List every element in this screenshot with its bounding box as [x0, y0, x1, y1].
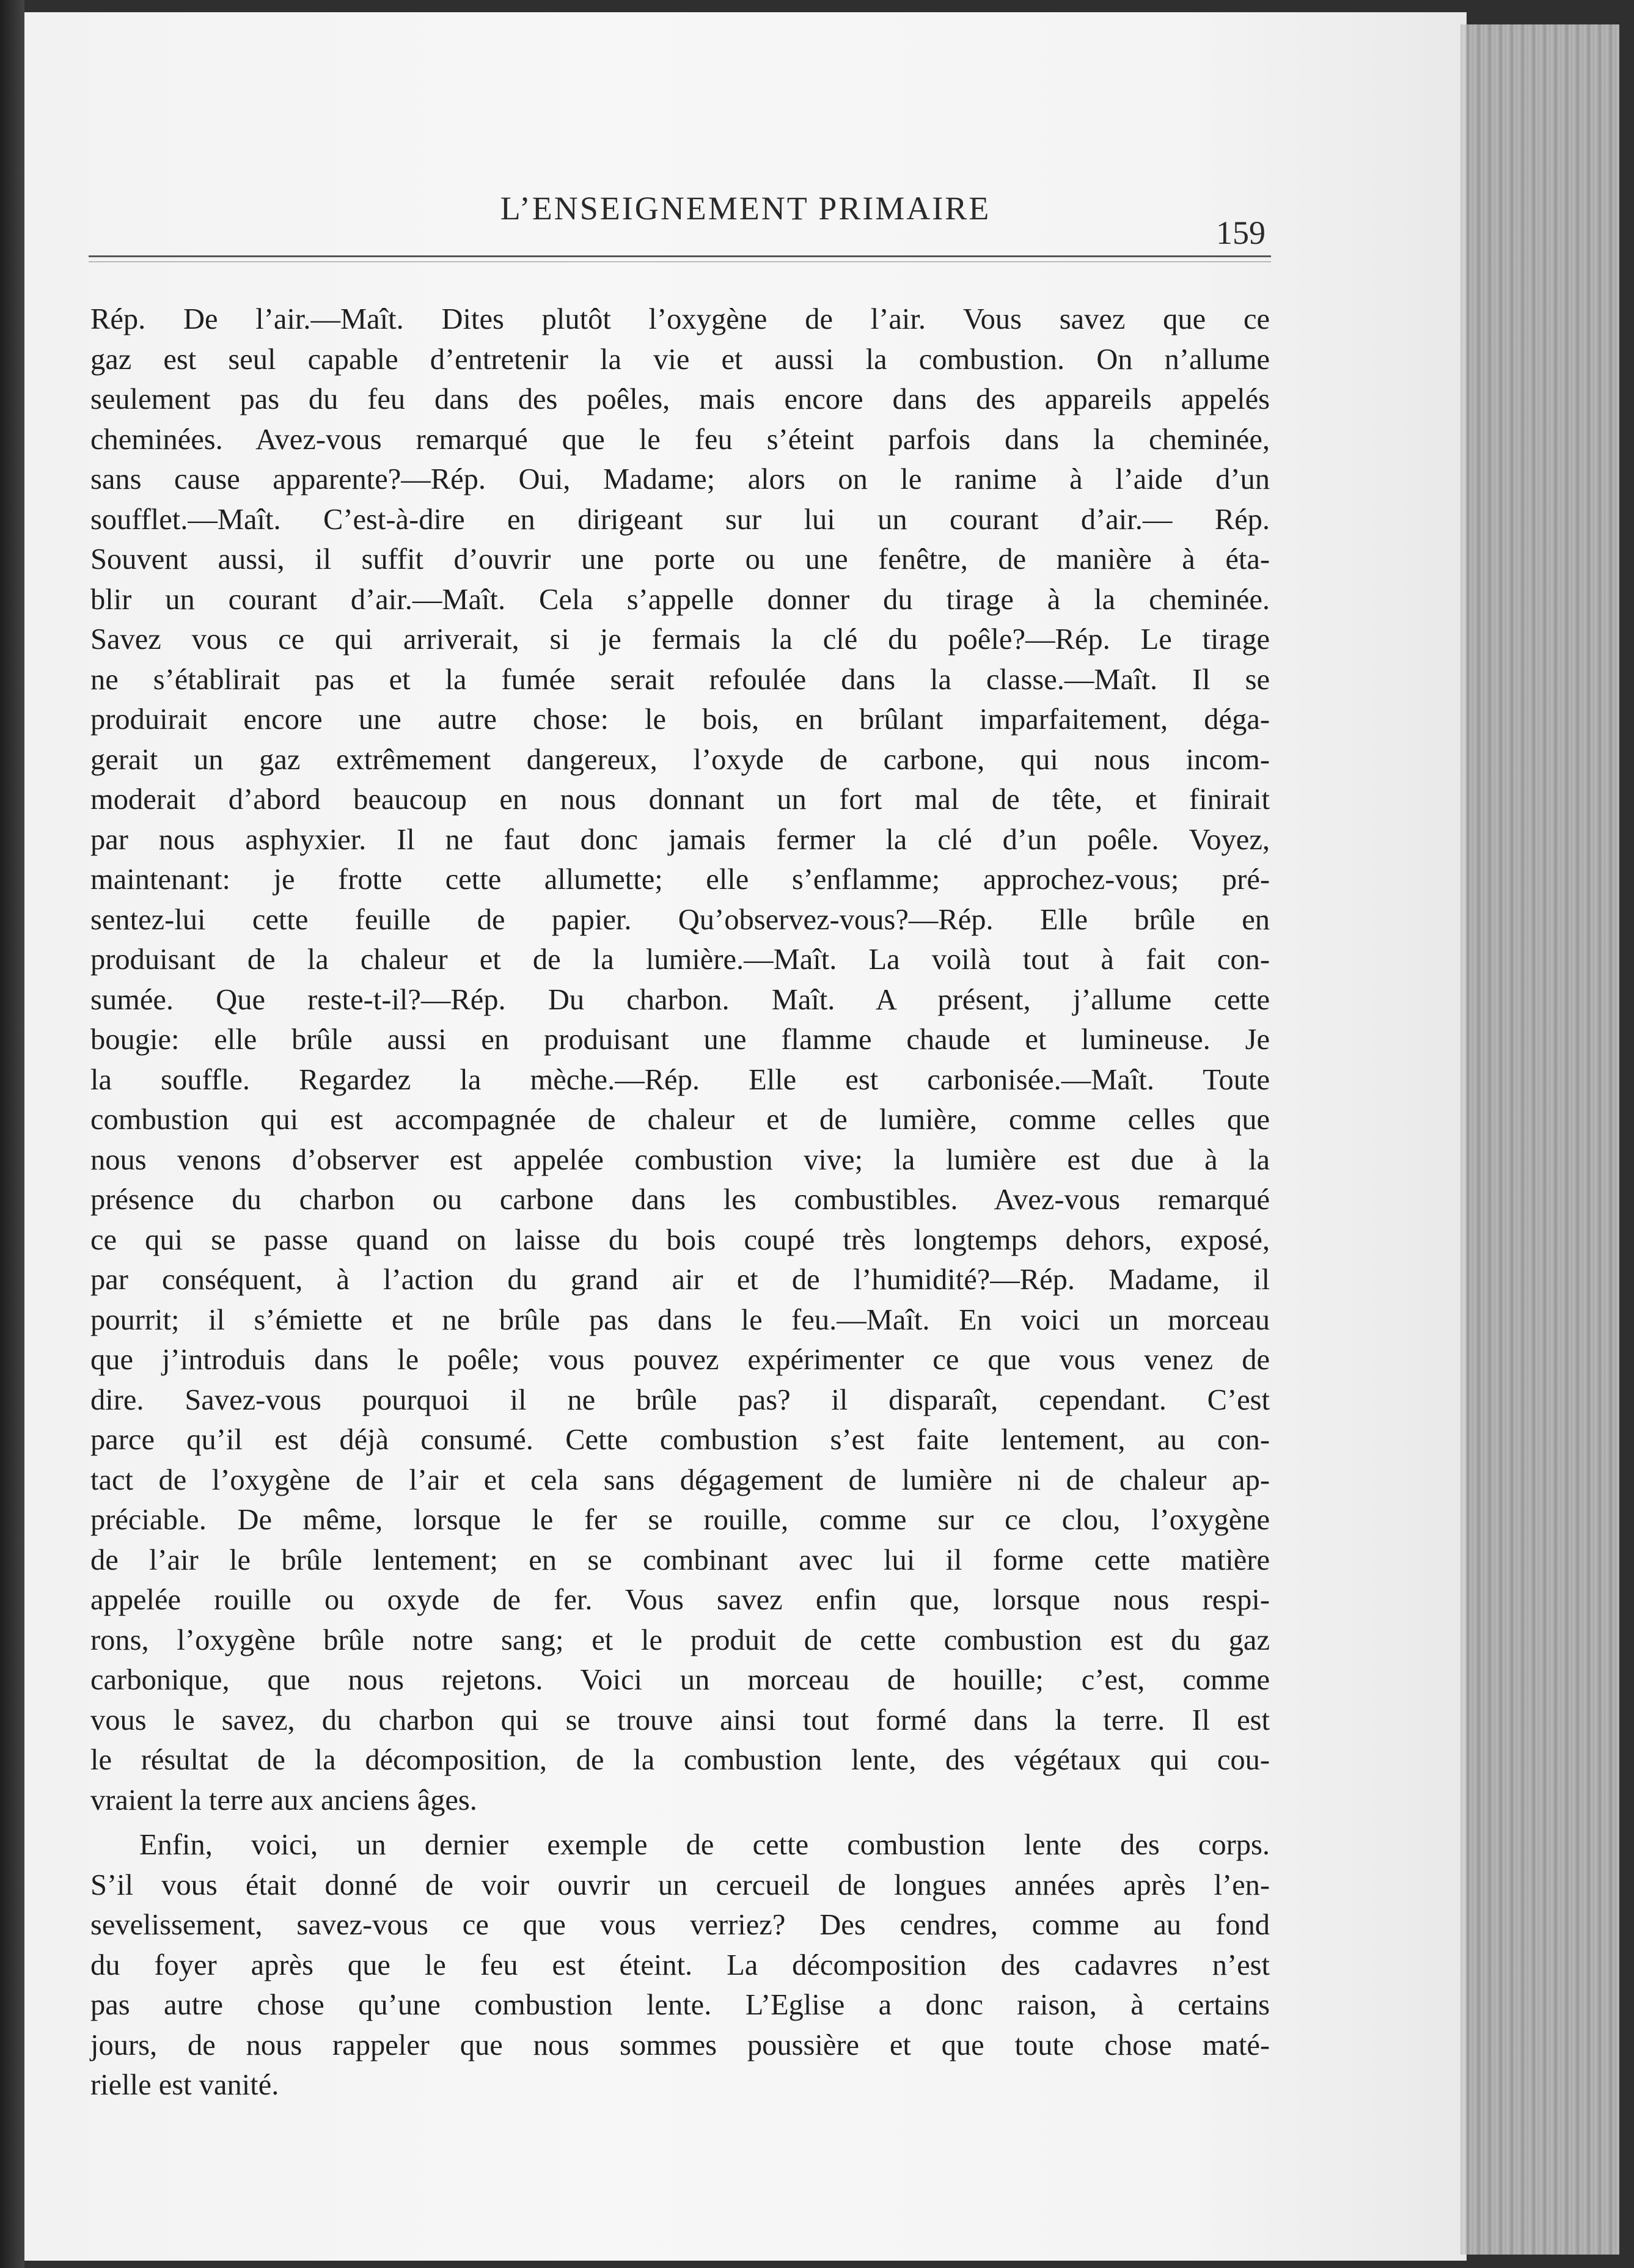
page-number: 159 [1216, 214, 1266, 251]
text-line: ce qui se passe quand on laisse du bois coupé très longtemps dehors, exposé, [90, 1223, 1270, 1256]
text-line: le résultat de la décomposition, de la combustion lente, des végétaux qui cou- [90, 1744, 1270, 1776]
text-line: pas autre chose qu’une combustion lente. L’Eglise a donc raison, à certains [90, 1989, 1270, 2021]
page-body-text [90, 299, 1270, 2105]
text-line: rielle est vanité. [90, 2069, 279, 2101]
text-line: pourrit; il s’émiette et ne brûle pas dans le feu.—Maît. En voici un morceau [90, 1303, 1270, 1336]
text-line: produirait encore une autre chose: le bois, en brûlant imparfaitement, déga- [90, 703, 1270, 736]
text-line: de l’air le brûle lentement; en se combinant avec lui il forme cette matière [90, 1543, 1270, 1576]
text-line: préciable. De même, lorsque le fer se rouille, comme sur ce clou, l’oxygène [90, 1504, 1270, 1536]
text-line: nous venons d’observer est appelée combustion vive; la lumière est due à la [90, 1143, 1270, 1176]
text-line: bougie: elle brûle aussi en produisant une flamme chaude et lumineuse. Je [90, 1023, 1270, 1056]
page-stack-edge [1460, 24, 1619, 2255]
text-line: tact de l’oxygène de l’air et cela sans dégagement de lumière ni de chaleur ap- [90, 1463, 1270, 1496]
text-line: gaz est seul capable d’entretenir la vie et aussi la combustion. On n’allume [90, 343, 1270, 376]
text-line: Savez vous ce qui arriverait, si je fermais la clé du poêle?—Rép. Le tirage [90, 623, 1270, 656]
text-line: dire. Savez-vous pourquoi il ne brûle pas? il disparaît, cependant. C’est [90, 1383, 1270, 1416]
text-line: vous le savez, du charbon qui se trouve ainsi tout formé dans la terre. Il est [90, 1703, 1270, 1736]
text-line: vraient la terre aux anciens âges. [90, 1783, 477, 1816]
text-line: S’il vous était donné de voir ouvrir un cercueil de longues années après l’en- [90, 1868, 1270, 1901]
text-line: parce qu’il est déjà consumé. Cette combustion s’est faite lentement, au con- [90, 1424, 1270, 1456]
text-line: carbonique, que nous rejetons. Voici un morceau de houille; c’est, comme [90, 1664, 1270, 1696]
text-line: du foyer après que le feu est éteint. La décomposition des cadavres n’est [90, 1948, 1270, 1981]
text-line: moderait d’abord beaucoup en nous donnant un fort mal de tête, et finirait [90, 783, 1270, 816]
paragraph-gap [90, 1820, 1270, 1825]
text-line: Souvent aussi, il suffit d’ouvrir une porte ou une fenêtre, de manière à éta- [90, 543, 1270, 576]
text-line: rons, l’oxygène brûle notre sang; et le produit de cette combustion est du gaz [90, 1623, 1270, 1656]
text-line: produisant de la chaleur et de la lumière.—Maît. La voilà tout à fait con- [90, 943, 1270, 976]
text-line: gerait un gaz extrêmement dangereux, l’oxyde de carbone, qui nous incom- [90, 743, 1270, 776]
text-line: maintenant: je frotte cette allumette; elle s’enflamme; approchez-vous; pré- [90, 863, 1270, 896]
text-line: seulement pas du feu dans des poêles, mais encore dans des appareils appelés [90, 383, 1270, 415]
text-line: que j’introduis dans le poêle; vous pouvez expérimenter ce que vous venez de [90, 1344, 1270, 1376]
text-line: blir un courant d’air.—Maît. Cela s’appelle donner du tirage à la cheminée. [90, 583, 1270, 616]
text-line: présence du charbon ou carbone dans les combustibles. Avez-vous remarqué [90, 1183, 1270, 1216]
text-line: par conséquent, à l’action du grand air et de l’humidité?—Rép. Madame, il [90, 1264, 1270, 1296]
text-line: cheminées. Avez-vous remarqué que le feu s’éteint parfois dans la cheminée, [90, 423, 1270, 456]
text-line: sevelissement, savez-vous ce que vous verriez? Des cendres, comme au fond [90, 1909, 1270, 1941]
text-line: Enfin, voici, un dernier exemple de cette combustion lente des corps. [139, 1829, 1270, 1861]
text-line: soufflet.—Maît. C’est-à-dire en dirigeant sur lui un courant d’air.— Rép. [90, 503, 1270, 536]
running-head: L’ENSEIGNEMENT PRIMAIRE [500, 190, 991, 227]
text-line: sentez-lui cette feuille de papier. Qu’observez-vous?—Rép. Elle brûle en [90, 903, 1270, 936]
book-gutter-shadow [0, 0, 24, 2268]
text-line: appelée rouille ou oxyde de fer. Vous savez enfin que, lorsque nous respi- [90, 1584, 1270, 1616]
book-page [24, 12, 1467, 2261]
text-line: jours, de nous rappeler que nous sommes poussière et que toute chose maté- [90, 2028, 1270, 2061]
text-line: par nous asphyxier. Il ne faut donc jamais fermer la clé d’un poêle. Voyez, [90, 823, 1270, 856]
text-line: combustion qui est accompagnée de chaleur et de lumière, comme celles que [90, 1103, 1270, 1136]
text-line: ne s’établirait pas et la fumée serait refoulée dans la classe.—Maît. Il se [90, 663, 1270, 696]
text-line: la souffle. Regardez la mèche.—Rép. Elle est carbonisée.—Maît. Toute [90, 1063, 1270, 1096]
text-line: sumée. Que reste-t-il?—Rép. Du charbon. Maît. A présent, j’allume cette [90, 983, 1270, 1016]
text-line: Rép. De l’air.—Maît. Dites plutôt l’oxygène de l’air. Vous savez que ce [90, 303, 1270, 335]
header-rule [89, 255, 1271, 257]
text-line: sans cause apparente?—Rép. Oui, Madame; alors on le ranime à l’aide d’un [90, 463, 1270, 496]
